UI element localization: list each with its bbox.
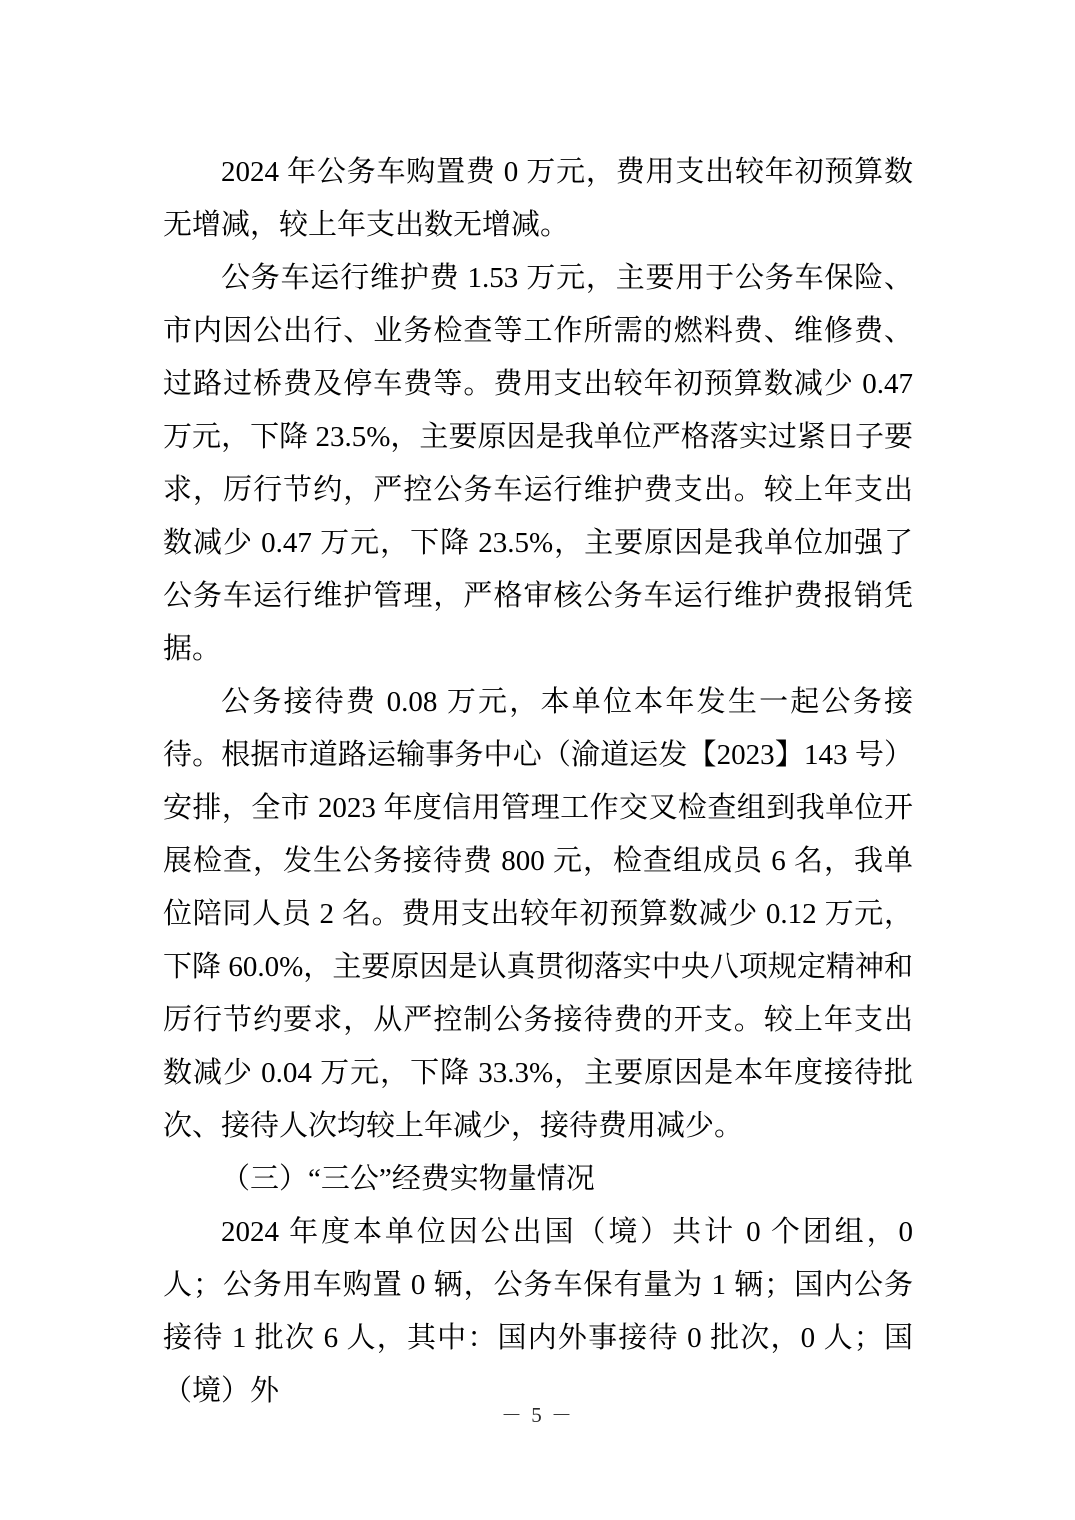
paragraph: 公务接待费 0.08 万元，本单位本年发生一起公务接待。根据市道路运输事务中心（渝道运发【2023】143 号）安排，全市 2023 年度信用管理工作交叉检查组到我单位开展检查，发生公务接待费 800 元，检查组成员 6 名，我单位陪同人员 2 名。费用支出较年初预算数减少 0.12 万元，下降 60.0%，主要原因是认真贯彻落实中央八项规定精神和厉行节约要求，从严控制公务接待费的开支。较上年支出数减少 0.04 万元，下降 33.3%，主要原因是本年度接待批次、接待人次均较上年减少，接待费用减少。	[163, 686, 913, 1142]
page-number: － 5 －	[501, 1403, 574, 1427]
paragraph: 公务车运行维护费 1.53 万元，主要用于公务车保险、市内因公出行、业务检查等工作所需的燃料费、维修费、过路过桥费及停车费等。费用支出较年初预算数减少 0.47 万元，下降 23.5%，主要原因是我单位严格落实过紧日子要求，厉行节约，严控公务车运行维护费支出。较上年支出数减少 0.47 万元，下降 23.5%，主要原因是我单位加强了公务车运行维护管理，严格审核公务车运行维护费报销凭据。	[163, 262, 913, 665]
document-body	[163, 146, 913, 1418]
paragraph: 2024 年度本单位因公出国（境）共计 0 个团组，0 人；公务用车购置 0 辆，公务车保有量为 1 辆；国内公务接待 1 批次 6 人，其中：国内外事接待 0 批次，0 人；国（境）外	[163, 1216, 913, 1407]
section-heading: （三）“三公”经费实物量情况	[221, 1163, 595, 1195]
paragraph: 2024 年公务车购置费 0 万元，费用支出较年初预算数无增减，较上年支出数无增减。	[163, 156, 913, 241]
